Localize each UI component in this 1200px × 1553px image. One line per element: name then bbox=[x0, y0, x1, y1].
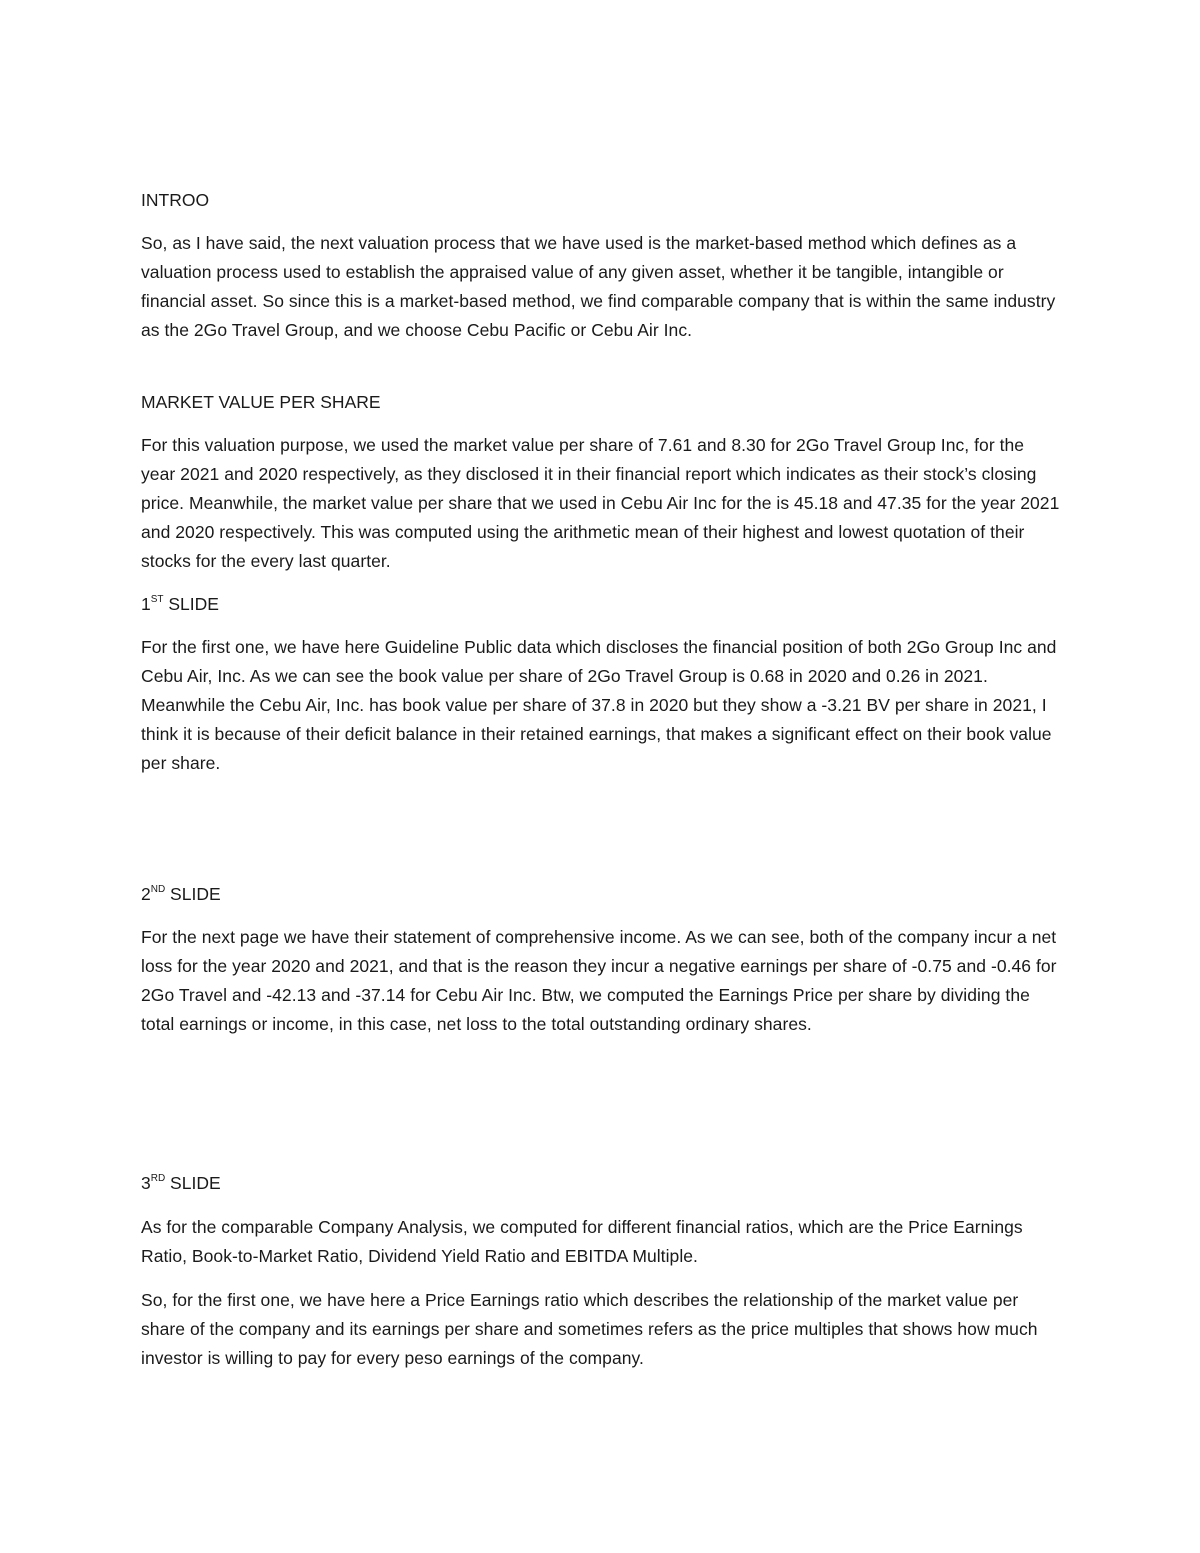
slide-1-heading bbox=[141, 590, 219, 619]
market-value-heading: MARKET VALUE PER SHARE bbox=[141, 392, 381, 412]
market-value-paragraph: For this valuation purpose, we used the market value per share of 7.61 and 8.30 for 2Go Travel Group Inc, for the year 2021 and 2020 respectively, as they disclosed it in their financial report which indicates as their stock’s closing price. Meanwhile, the market value per share that we used in Cebu Air Inc for the is 45.18 and 47.35 for the year 2021 and 2020 respectively. This was computed using the arithmetic mean of their highest and lowest quotation of their stocks for the every last quarter. bbox=[141, 435, 1060, 571]
slide-3-paragraph-2: So, for the first one, we have here a Price Earnings ratio which describes the relationship of the market value per share of the company and its earnings per share and sometimes refers as the price multiples that shows how much investor is willing to pay for every peso earnings of the company. bbox=[141, 1290, 1038, 1368]
intro-paragraph: So, as I have said, the next valuation process that we have used is the market-based method which defines as a valuation process used to establish the appraised value of any given asset, whether it be tangible, intangible or financial asset. So since this is a market-based method, we find comparable company that is within the same industry as the 2Go Travel Group, and we choose Cebu Pacific or Cebu Air Inc. bbox=[141, 233, 1056, 340]
slide-2-suffix: ND bbox=[150, 884, 166, 896]
document-page bbox=[141, 0, 1061, 1553]
slide-1-number: 1 bbox=[141, 594, 151, 614]
slide-2-number: 2 bbox=[141, 884, 151, 904]
slide-3-paragraph-1: As for the comparable Company Analysis, we computed for different financial ratios, which are the Price Earnings Ratio, Book-to-Market Ratio, Dividend Yield Ratio and EBITDA Multiple. bbox=[141, 1217, 1023, 1266]
slide-3-suffix: RD bbox=[150, 1173, 166, 1185]
slide-3-number: 3 bbox=[141, 1173, 151, 1193]
slide-2-paragraph: For the next page we have their statement of comprehensive income. As we can see, both of the company incur a net loss for the year 2020 and 2021, and that is the reason they incur a negative earnings per share of -0.75 and -0.46 for 2Go Travel and -42.13 and -37.14 for Cebu Air Inc. Btw, we computed the Earnings Price per share by dividing the total earnings or income, in this case, net loss to the total outstanding ordinary shares. bbox=[141, 927, 1057, 1034]
slide-3-heading bbox=[141, 1169, 221, 1198]
slide-1-word: SLIDE bbox=[163, 594, 219, 614]
slide-2-heading bbox=[141, 880, 221, 909]
slide-1-paragraph: For the first one, we have here Guideline Public data which discloses the financial position of both 2Go Group Inc and Cebu Air, Inc. As we can see the book value per share of 2Go Travel Group is 0.68 in 2020 and 0.26 in 2021. Meanwhile the Cebu Air, Inc. has book value per share of 37.8 in 2020 but they show a -3.21 BV per share in 2021, I think it is because of their deficit balance in their retained earnings, that makes a significant effect on their book value per share. bbox=[141, 637, 1057, 773]
intro-heading: INTROO bbox=[141, 190, 210, 210]
slide-2-word: SLIDE bbox=[165, 884, 221, 904]
slide-3-word: SLIDE bbox=[165, 1173, 221, 1193]
slide-1-suffix: ST bbox=[150, 594, 164, 606]
